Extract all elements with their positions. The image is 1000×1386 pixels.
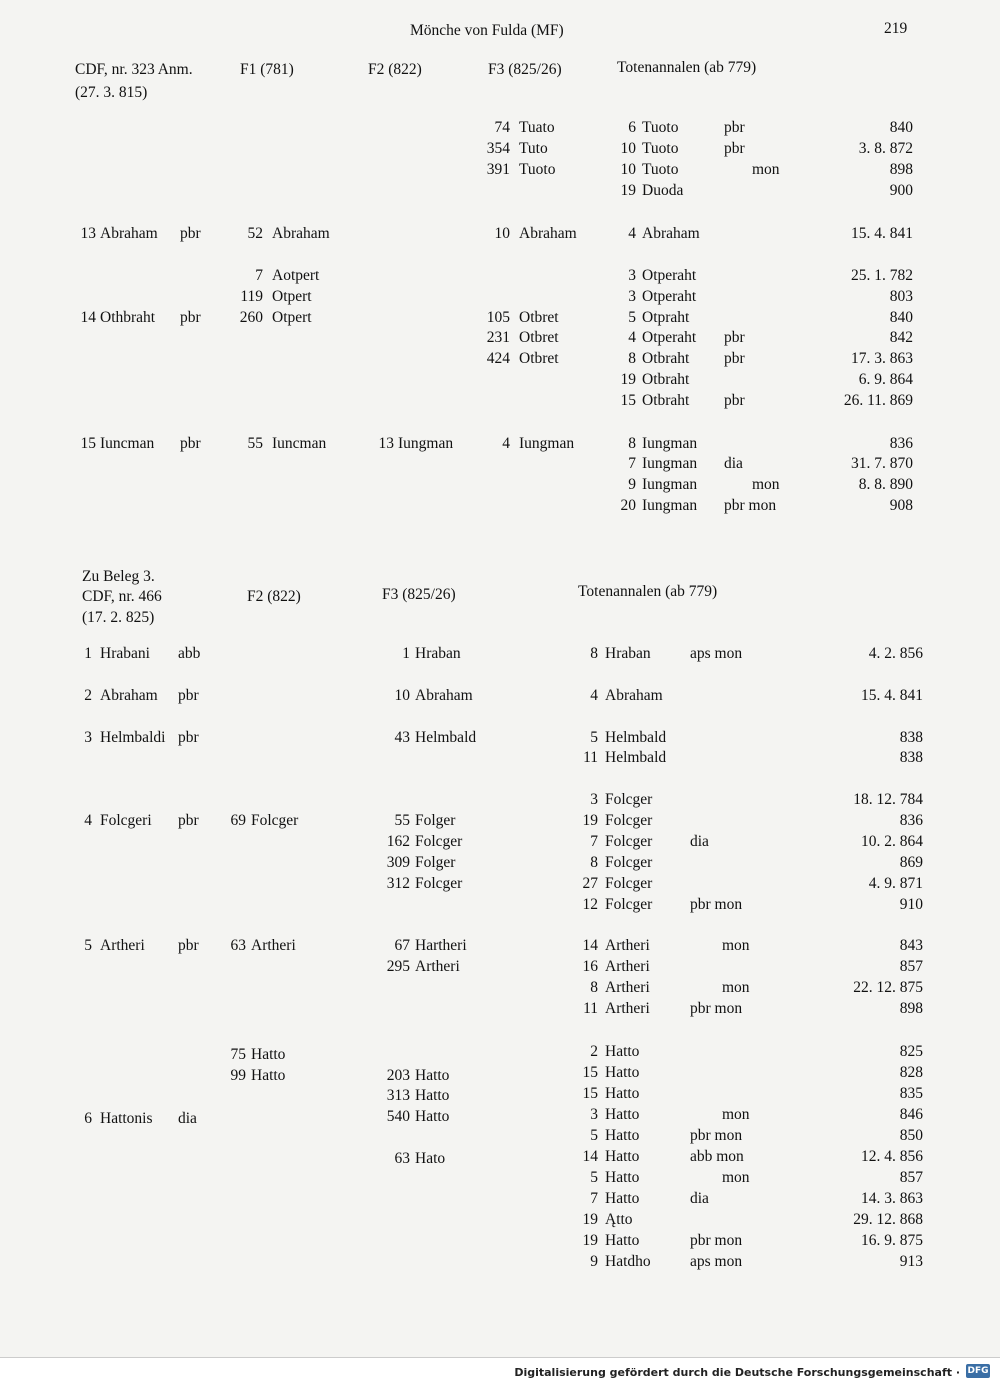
totenannalen-entry-title: pbr mon — [690, 1127, 743, 1144]
totenannalen-entry-title: dia — [724, 455, 743, 472]
footer-text: Digitalisierung gefördert durch die Deutsche Forschungsgemeinschaft · — [514, 1366, 960, 1379]
totenannalen-entry-number: 6 — [628, 119, 636, 136]
f1-entry-number: 7 — [255, 267, 263, 284]
death-date: 908 — [889, 497, 913, 514]
cdf-entry-number: 2 — [84, 687, 92, 704]
cdf-entry-number: 1 — [84, 645, 92, 662]
death-date: 836 — [889, 435, 913, 452]
totenannalen-entry-number: 3 — [628, 288, 636, 305]
f3-entry-name: Hatto — [415, 1067, 450, 1084]
section2-header-cdf: CDF, nr. 466 — [82, 588, 162, 605]
death-date: 838 — [899, 749, 923, 766]
totenannalen-entry-number: 3 — [590, 791, 598, 808]
f3-entry-number: 424 — [486, 350, 510, 367]
totenannalen-entry-number: 19 — [620, 182, 636, 199]
f2-entry-name: Iungman — [398, 435, 454, 452]
death-date: 4. 9. 871 — [868, 875, 923, 892]
f3-entry-number: 4 — [502, 435, 510, 452]
f1-entry-name: Hatto — [251, 1067, 286, 1084]
totenannalen-entry-number: 10 — [620, 161, 636, 178]
totenannalen-entry-name: Tuoto — [642, 119, 679, 136]
f1-entry-name: Otpert — [272, 309, 312, 326]
f3-entry-number: 295 — [386, 958, 410, 975]
totenannalen-entry-name: Hatto — [605, 1064, 640, 1081]
cdf-entry-number: 5 — [84, 937, 92, 954]
cdf-entry-name: Folcgeri — [100, 812, 152, 829]
death-date: 840 — [889, 309, 913, 326]
totenannalen-entry-title: aps mon — [690, 645, 743, 662]
f1-entry-name: Hatto — [251, 1046, 286, 1063]
totenannalen-entry-title: pbr — [724, 140, 745, 157]
death-date: 838 — [899, 729, 923, 746]
totenannalen-entry-number: 14 — [582, 1148, 598, 1165]
death-date: 14. 3. 863 — [861, 1190, 923, 1207]
cdf-entry-name: Abraham — [100, 225, 158, 242]
totenannalen-entry-title: mon — [722, 937, 750, 954]
death-date: 15. 4. 841 — [851, 225, 913, 242]
totenannalen-entry-number: 9 — [590, 1253, 598, 1270]
cdf-entry-name: Abraham — [100, 687, 158, 704]
f3-entry-number: 63 — [394, 1150, 410, 1167]
page-header-title: Mönche von Fulda (MF) — [410, 22, 564, 39]
totenannalen-entry-number: 10 — [620, 140, 636, 157]
death-date: 869 — [899, 854, 923, 871]
cdf-entry-name: Artheri — [100, 937, 145, 954]
totenannalen-entry-number: 12 — [582, 896, 598, 913]
totenannalen-entry-name: Duoda — [642, 182, 684, 199]
f3-entry-name: Hatto — [415, 1108, 450, 1125]
f3-entry-name: Hatto — [415, 1087, 450, 1104]
totenannalen-entry-number: 8 — [628, 435, 636, 452]
f3-entry-number: 309 — [386, 854, 410, 871]
totenannalen-entry-number: 9 — [628, 476, 636, 493]
totenannalen-entry-number: 19 — [582, 1232, 598, 1249]
f3-entry-name: Tuato — [519, 119, 555, 136]
totenannalen-entry-name: Hatto — [605, 1127, 640, 1144]
cdf-entry-title: pbr — [178, 812, 199, 829]
totenannalen-entry-number: 4 — [628, 225, 636, 242]
totenannalen-entry-title: pbr — [724, 392, 745, 409]
totenannalen-entry-name: Folcger — [605, 791, 653, 808]
totenannalen-entry-number: 4 — [590, 687, 598, 704]
totenannalen-entry-title: pbr mon — [690, 896, 743, 913]
f3-entry-name: Helmbald — [415, 729, 477, 746]
totenannalen-entry-title: aps mon — [690, 1253, 743, 1270]
cdf-entry-number: 4 — [84, 812, 92, 829]
f3-entry-number: 203 — [386, 1067, 410, 1084]
death-date: 17. 3. 863 — [851, 350, 913, 367]
f1-entry-number: 63 — [230, 937, 246, 954]
f3-entry-number: 354 — [486, 140, 510, 157]
cdf-entry-number: 15 — [80, 435, 96, 452]
death-date: 4. 2. 856 — [868, 645, 923, 662]
f1-entry-name: Iuncman — [272, 435, 327, 452]
totenannalen-entry-name: Helmbald — [605, 749, 667, 766]
totenannalen-entry-title: mon — [752, 161, 780, 178]
death-date: 15. 4. 841 — [861, 687, 923, 704]
totenannalen-entry-name: Hatto — [605, 1169, 640, 1186]
death-date: 18. 12. 784 — [853, 791, 923, 808]
totenannalen-entry-number: 16 — [582, 958, 598, 975]
cdf-entry-number: 6 — [84, 1110, 92, 1127]
totenannalen-entry-name: Iungman — [642, 476, 698, 493]
dfg-logo-icon: DFG — [967, 1366, 989, 1376]
totenannalen-entry-number: 14 — [582, 937, 598, 954]
death-date: 900 — [889, 182, 913, 199]
totenannalen-entry-title: mon — [752, 476, 780, 493]
death-date: 913 — [899, 1253, 923, 1270]
death-date: 8. 8. 890 — [858, 476, 913, 493]
death-date: 898 — [889, 161, 913, 178]
cdf-entry-title: pbr — [180, 435, 201, 452]
death-date: 29. 12. 868 — [853, 1211, 923, 1228]
death-date: 10. 2. 864 — [861, 833, 923, 850]
f1-entry-number: 119 — [240, 288, 263, 305]
totenannalen-entry-name: Artheri — [605, 958, 650, 975]
death-date: 12. 4. 856 — [861, 1148, 923, 1165]
footer-bar — [0, 1357, 1000, 1386]
f3-entry-number: 10 — [394, 687, 410, 704]
totenannalen-entry-name: Hatdho — [605, 1253, 651, 1270]
death-date: 843 — [899, 937, 923, 954]
totenannalen-entry-title: pbr mon — [690, 1232, 743, 1249]
f3-entry-number: 43 — [394, 729, 410, 746]
totenannalen-entry-name: Otbraht — [642, 371, 690, 388]
f1-entry-number: 69 — [230, 812, 246, 829]
section2-header-f3: F3 (825/26) — [382, 586, 456, 603]
f3-entry-number: 67 — [394, 937, 410, 954]
death-date: 850 — [899, 1127, 923, 1144]
f3-entry-name: Abraham — [519, 225, 577, 242]
f3-entry-name: Hartheri — [415, 937, 467, 954]
f1-entry-number: 260 — [239, 309, 263, 326]
cdf-entry-title: dia — [178, 1110, 197, 1127]
totenannalen-entry-name: Hatto — [605, 1085, 640, 1102]
cdf-entry-name: Hrabani — [100, 645, 150, 662]
totenannalen-entry-name: Hatto — [605, 1232, 640, 1249]
f3-entry-number: 540 — [386, 1108, 410, 1125]
totenannalen-entry-name: Artheri — [605, 937, 650, 954]
totenannalen-entry-name: Artheri — [605, 979, 650, 996]
f3-entry-name: Folger — [415, 854, 456, 871]
death-date: 846 — [899, 1106, 923, 1123]
death-date: 828 — [899, 1064, 923, 1081]
death-date: 825 — [899, 1043, 923, 1060]
death-date: 835 — [899, 1085, 923, 1102]
totenannalen-entry-name: Iungman — [642, 455, 698, 472]
section2-header-f2: F2 (822) — [247, 588, 301, 605]
f3-entry-name: Folcger — [415, 833, 463, 850]
totenannalen-entry-title: pbr — [724, 119, 745, 136]
death-date: 25. 1. 782 — [851, 267, 913, 284]
totenannalen-entry-name: Otbraht — [642, 392, 690, 409]
totenannalen-entry-number: 19 — [582, 1211, 598, 1228]
f3-entry-name: Folcger — [415, 875, 463, 892]
section2-header-totenannalen: Totenannalen (ab 779) — [578, 583, 718, 600]
totenannalen-entry-number: 8 — [590, 645, 598, 662]
section2-header-beleg: Zu Beleg 3. — [82, 568, 155, 585]
totenannalen-entry-name: Abraham — [642, 225, 700, 242]
f1-entry-name: Artheri — [251, 937, 296, 954]
totenannalen-entry-title: pbr — [724, 350, 745, 367]
death-date: 22. 12. 875 — [853, 979, 923, 996]
totenannalen-entry-number: 7 — [590, 833, 598, 850]
totenannalen-entry-name: Otperaht — [642, 267, 697, 284]
cdf-entry-name: Othbraht — [100, 309, 156, 326]
totenannalen-entry-name: Folcger — [605, 875, 653, 892]
totenannalen-entry-number: 11 — [583, 749, 598, 766]
totenannalen-entry-number: 7 — [628, 455, 636, 472]
f3-entry-number: 74 — [494, 119, 510, 136]
cdf-entry-name: Helmbaldi — [100, 729, 166, 746]
cdf-entry-title: pbr — [180, 225, 201, 242]
totenannalen-entry-number: 5 — [628, 309, 636, 326]
f3-entry-number: 105 — [486, 309, 510, 326]
totenannalen-entry-number: 11 — [583, 1000, 598, 1017]
death-date: 857 — [899, 958, 923, 975]
death-date: 16. 9. 875 — [861, 1232, 923, 1249]
f2-entry-number: 13 — [378, 435, 394, 452]
f1-entry-number: 55 — [247, 435, 263, 452]
f3-entry-name: Hraban — [415, 645, 461, 662]
cdf-entry-number: 13 — [80, 225, 96, 242]
f1-entry-name: Abraham — [272, 225, 330, 242]
page-number: 219 — [884, 20, 908, 37]
death-date: 26. 11. 869 — [843, 392, 913, 409]
section1-header-f2: F2 (822) — [368, 61, 422, 78]
totenannalen-entry-number: 19 — [582, 812, 598, 829]
death-date: 857 — [899, 1169, 923, 1186]
cdf-entry-name: Hattonis — [100, 1110, 153, 1127]
totenannalen-entry-name: Hatto — [605, 1043, 640, 1060]
f3-entry-name: Otbret — [519, 329, 559, 346]
totenannalen-entry-title: abb mon — [690, 1148, 744, 1165]
section1-header-f3: F3 (825/26) — [488, 61, 562, 78]
f3-entry-name: Iungman — [519, 435, 575, 452]
totenannalen-entry-number: 7 — [590, 1190, 598, 1207]
totenannalen-entry-number: 8 — [590, 979, 598, 996]
cdf-entry-title: pbr — [180, 309, 201, 326]
totenannalen-entry-name: Helmbald — [605, 729, 667, 746]
f3-entry-number: 10 — [494, 225, 510, 242]
totenannalen-entry-title: pbr mon — [690, 1000, 743, 1017]
totenannalen-entry-name: Folcger — [605, 833, 653, 850]
totenannalen-entry-number: 5 — [590, 729, 598, 746]
f1-entry-number: 75 — [230, 1046, 246, 1063]
totenannalen-entry-name: Iungman — [642, 497, 698, 514]
f3-entry-name: Folger — [415, 812, 456, 829]
death-date: 31. 7. 870 — [851, 455, 913, 472]
f3-entry-number: 312 — [386, 875, 410, 892]
totenannalen-entry-number: 15 — [582, 1064, 598, 1081]
f3-entry-number: 313 — [386, 1087, 410, 1104]
totenannalen-entry-number: 2 — [590, 1043, 598, 1060]
cdf-entry-title: pbr — [178, 687, 199, 704]
totenannalen-entry-number: 3 — [590, 1106, 598, 1123]
totenannalen-entry-name: Hraban — [605, 645, 651, 662]
f1-entry-number: 52 — [247, 225, 263, 242]
totenannalen-entry-name: Tuoto — [642, 161, 679, 178]
f3-entry-number: 1 — [402, 645, 410, 662]
death-date: 3. 8. 872 — [858, 140, 913, 157]
f3-entry-name: Tuto — [519, 140, 548, 157]
totenannalen-entry-number: 4 — [628, 329, 636, 346]
totenannalen-entry-number: 8 — [628, 350, 636, 367]
totenannalen-entry-number: 8 — [590, 854, 598, 871]
cdf-entry-number: 3 — [84, 729, 92, 746]
f3-entry-name: Tuoto — [519, 161, 556, 178]
f3-entry-name: Artheri — [415, 958, 460, 975]
section1-header-totenannalen: Totenannalen (ab 779) — [617, 59, 757, 76]
totenannalen-entry-name: Folcger — [605, 854, 653, 871]
totenannalen-entry-name: Otpraht — [642, 309, 690, 326]
totenannalen-entry-number: 15 — [582, 1085, 598, 1102]
totenannalen-entry-number: 19 — [620, 371, 636, 388]
totenannalen-entry-name: Otbraht — [642, 350, 690, 367]
f3-entry-number: 55 — [394, 812, 410, 829]
f3-entry-name: Abraham — [415, 687, 473, 704]
f3-entry-name: Otbret — [519, 309, 559, 326]
f3-entry-name: Otbret — [519, 350, 559, 367]
section2-header-cdf-date: (17. 2. 825) — [82, 609, 155, 626]
death-date: 898 — [899, 1000, 923, 1017]
f1-entry-name: Folcger — [251, 812, 299, 829]
death-date: 803 — [889, 288, 913, 305]
totenannalen-entry-number: 20 — [620, 497, 636, 514]
totenannalen-entry-title: mon — [722, 1169, 750, 1186]
death-date: 842 — [889, 329, 913, 346]
cdf-entry-title: abb — [178, 645, 201, 662]
totenannalen-entry-name: Folcger — [605, 812, 653, 829]
totenannalen-entry-title: dia — [690, 1190, 709, 1207]
death-date: 6. 9. 864 — [858, 371, 913, 388]
totenannalen-entry-name: Hatto — [605, 1148, 640, 1165]
death-date: 840 — [889, 119, 913, 136]
f1-entry-name: Otpert — [272, 288, 312, 305]
f1-entry-name: Aotpert — [272, 267, 320, 284]
cdf-entry-number: 14 — [80, 309, 96, 326]
totenannalen-entry-title: dia — [690, 833, 709, 850]
section1-header-cdf-date: (27. 3. 815) — [75, 84, 148, 101]
totenannalen-entry-number: 15 — [620, 392, 636, 409]
totenannalen-entry-title: mon — [722, 1106, 750, 1123]
f1-entry-number: 99 — [230, 1067, 246, 1084]
totenannalen-entry-name: Otperaht — [642, 329, 697, 346]
f3-entry-name: Hato — [415, 1150, 446, 1167]
totenannalen-entry-name: Folcger — [605, 896, 653, 913]
f3-entry-number: 231 — [486, 329, 510, 346]
totenannalen-entry-number: 3 — [628, 267, 636, 284]
totenannalen-entry-name: Abraham — [605, 687, 663, 704]
cdf-entry-title: pbr — [178, 937, 199, 954]
section1-header-f1: F1 (781) — [240, 61, 294, 78]
totenannalen-entry-name: Ątto — [605, 1211, 633, 1228]
death-date: 836 — [899, 812, 923, 829]
totenannalen-entry-name: Hatto — [605, 1190, 640, 1207]
totenannalen-entry-number: 5 — [590, 1127, 598, 1144]
f3-entry-number: 162 — [386, 833, 410, 850]
cdf-entry-name: Iuncman — [100, 435, 155, 452]
totenannalen-entry-name: Tuoto — [642, 140, 679, 157]
death-date: 910 — [899, 896, 923, 913]
f3-entry-number: 391 — [486, 161, 510, 178]
totenannalen-entry-number: 5 — [590, 1169, 598, 1186]
totenannalen-entry-title: pbr mon — [724, 497, 777, 514]
cdf-entry-title: pbr — [178, 729, 199, 746]
totenannalen-entry-title: mon — [722, 979, 750, 996]
totenannalen-entry-name: Hatto — [605, 1106, 640, 1123]
totenannalen-entry-number: 27 — [582, 875, 598, 892]
totenannalen-entry-name: Otperaht — [642, 288, 697, 305]
totenannalen-entry-name: Iungman — [642, 435, 698, 452]
totenannalen-entry-name: Artheri — [605, 1000, 650, 1017]
section1-header-cdf: CDF, nr. 323 Anm. — [75, 61, 193, 78]
totenannalen-entry-title: pbr — [724, 329, 745, 346]
